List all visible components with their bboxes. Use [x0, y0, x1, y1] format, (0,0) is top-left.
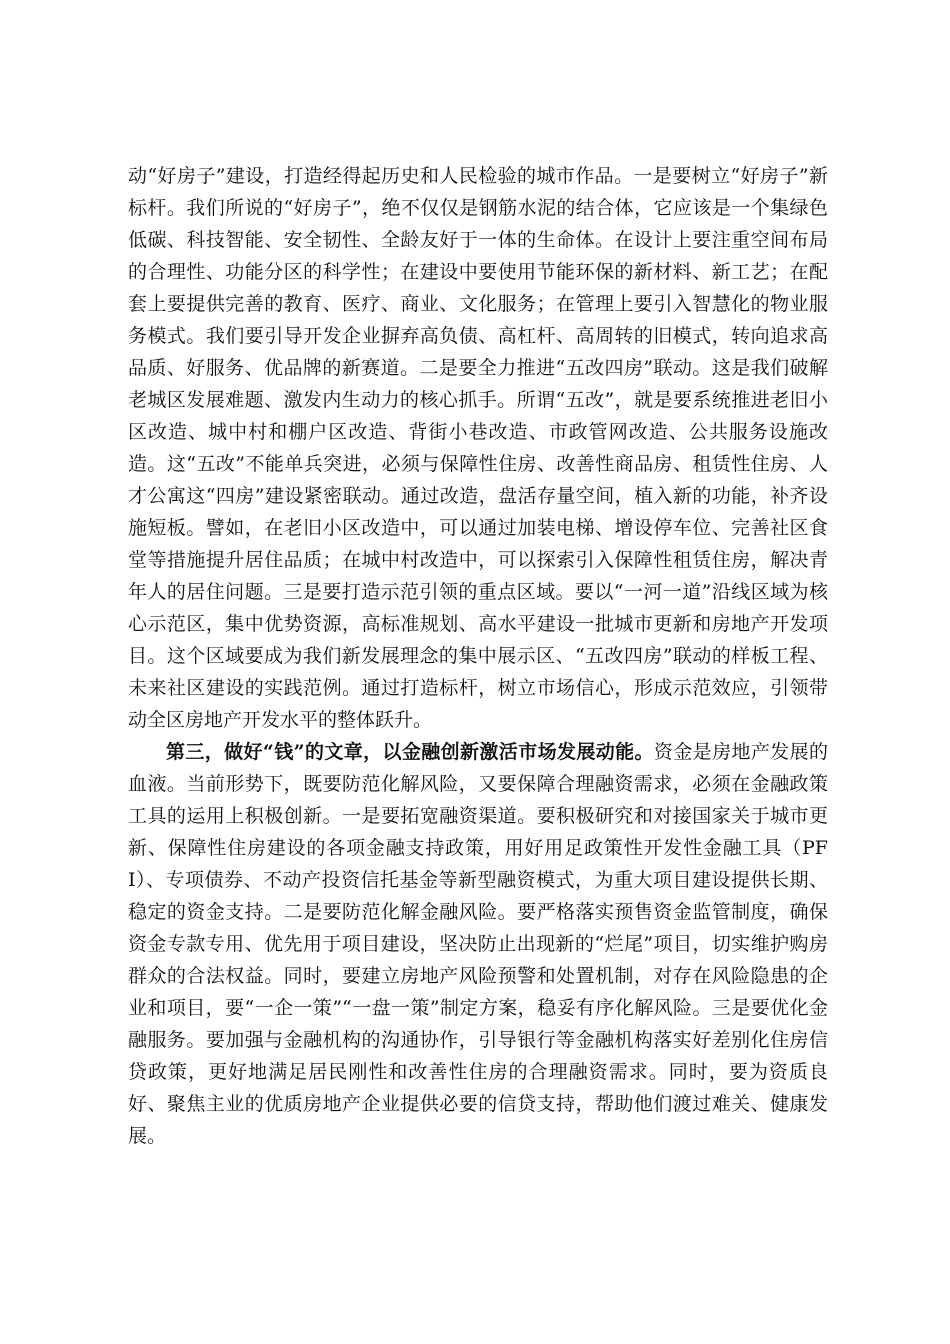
section-heading-lead: 第三，做好“钱”的文章，以金融创新激活市场发展动能。 [166, 741, 654, 763]
document-body [128, 160, 828, 1152]
paragraph-text: 资金是房地产发展的血液。当前形势下，既要防范化解风险，又要保障合理融资需求，必须在金融政策工具的运用上积极创新。一是要拓宽融资渠道。要积极研究和对接国家关于城市更新、保障性住房建设的各项金融支持政策，用好用足政策性开发性金融工具（PFI）、专项债券、不动产投资信托基金等新型融资模式，为重大项目建设提供长期、稳定的资金支持。二是要防范化解金融风险。要严格落实预售资金监管制度，确保资金专款专用、优先用于项目建设，坚决防止出现新的“烂尾”项目，切实维护购房群众的合法权益。同时，要建立房地产风险预警和处置机制，对存在风险隐患的企业和项目，要“一企一策”“一盘一策”制定方案，稳妥有序化解风险。三是要优化金融服务。要加强与金融机构的沟通协作，引导银行等金融机构落实好差别化住房信贷政策，更好地满足居民刚性和改善性住房的合理融资需求。同时，要为资质良好、聚焦主业的优质房地产企业提供必要的信贷支持，帮助他们渡过难关、健康发展。 [128, 741, 828, 1147]
paragraph-text: 动“好房子”建设，打造经得起历史和人民检验的城市作品。一是要树立“好房子”新标杆。我们所说的“好房子”，绝不仅仅是钢筋水泥的结合体，它应该是一个集绿色低碳、科技智能、安全韧性、全龄友好于一体的生命体。在设计上要注重空间布局的合理性、功能分区的科学性；在建设中要使用节能环保的新材料、新工艺；在配套上要提供完善的教育、医疗、商业、文化服务；在管理上要引入智慧化的物业服务模式。我们要引导开发企业摒弃高负债、高杠杆、高周转的旧模式，转向追求高品质、好服务、优品牌的新赛道。二是要全力推进“五改四房”联动。这是我们破解老城区发展难题、激发内生动力的核心抓手。所谓“五改”，就是要系统推进老旧小区改造、城中村和棚户区改造、背街小巷改造、市政管网改造、公共服务设施改造。这“五改”不能单兵突进，必须与保障性住房、改善性商品房、租赁性住房、人才公寓这“四房”建设紧密联动。通过改造，盘活存量空间，植入新的功能，补齐设施短板。譬如，在老旧小区改造中，可以通过加装电梯、增设停车位、完善社区食堂等措施提升居住品质；在城中村改造中，可以探索引入保障性租赁住房，解决青年人的居住问题。三是要打造示范引领的重点区域。要以“一河一道”沿线区域为核心示范区，集中优势资源，高标准规划、高水平建设一批城市更新和房地产开发项目。这个区域要成为我们新发展理念的集中展示区、“五改四房”联动的样板工程、未来社区建设的实践范例。通过打造标杆，树立市场信心，形成示范效应，引领带动全区房地产开发水平的整体跃升。 [128, 165, 828, 731]
paragraph-section-three [128, 736, 828, 1152]
paragraph-continued [128, 160, 828, 736]
